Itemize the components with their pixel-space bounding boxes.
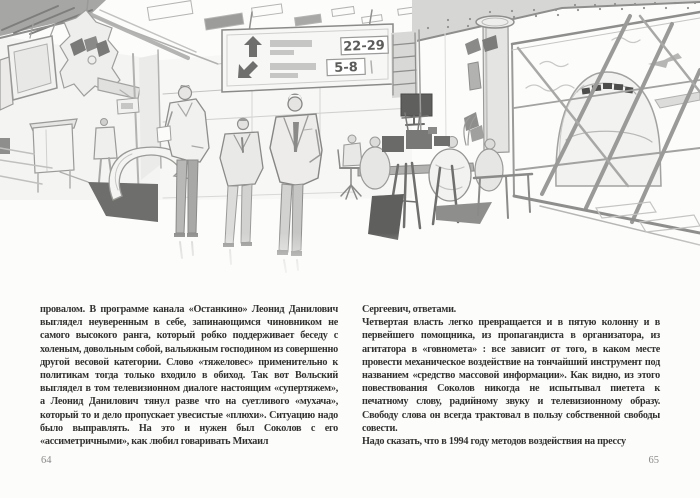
fade-overlay: [0, 230, 700, 300]
page-number-left: 64: [41, 455, 52, 466]
paragraph: Надо сказать, что в 1994 году методов воздействия на прессу: [362, 436, 626, 448]
round-column: [464, 16, 514, 153]
ceiling-skylights: [147, 1, 454, 30]
gate-numbers-upper: 22-29: [343, 38, 386, 55]
floor-tiles: [596, 202, 700, 232]
cloud-squiggle: [540, 62, 568, 67]
airplane-wing: [655, 92, 700, 108]
document-paper: [157, 126, 171, 142]
column-sculpture: [468, 62, 481, 90]
dark-wedge-shadow: [88, 182, 158, 222]
right-page-text-column: [362, 303, 660, 448]
paragraph: Сергеевич, ответами.: [362, 304, 456, 315]
paragraph: Четвертая власть легко превращается и в пятую колонну и в первейшего помощника, из пропагандиста в организатора, из агитатора в «говномета» : все зависит от того, в каком месте провести механическое воздействие на тончайший инструмент под названием «средство массовой информации». Как видно, из этого повествования Соколов никогда не испытывал пиетета к печатному слову, радийному звуку и телевизионному образу. Свободу слова он всегда трактовал в пользу собственной свободы совести.: [362, 317, 660, 434]
page-number-right: 65: [648, 455, 659, 466]
gate-numbers-lower: 5-8: [334, 60, 359, 76]
left-page-text-column: [40, 303, 338, 448]
column-sculpture: [465, 38, 481, 55]
paragraph: провалом. В программе канала «Останкино» Леонид Данилович выглядел неуверенным в себе, запинающимся чиновником не самого высокого ранга, который робко поддерживает беседу с холеным, довольным собой, вальяжным господином из совершенно другой весовой категории. Слово «тяжеловес» применительно к политикам тогда только входило в обиход. Так вот Вольский выглядел в том телевизионном диалоге настоящим «супертяжем», а Леонид Данилович тянул разве что на суетливого «мухача», который то и дело пропускает увесистые «плюхи». Ситуацию надо было выправлять. На это и нужен был Соколов с его «ассиметричными», как любил говаривать Михаил: [40, 304, 338, 448]
floor-ramp-shadow: [436, 202, 492, 224]
